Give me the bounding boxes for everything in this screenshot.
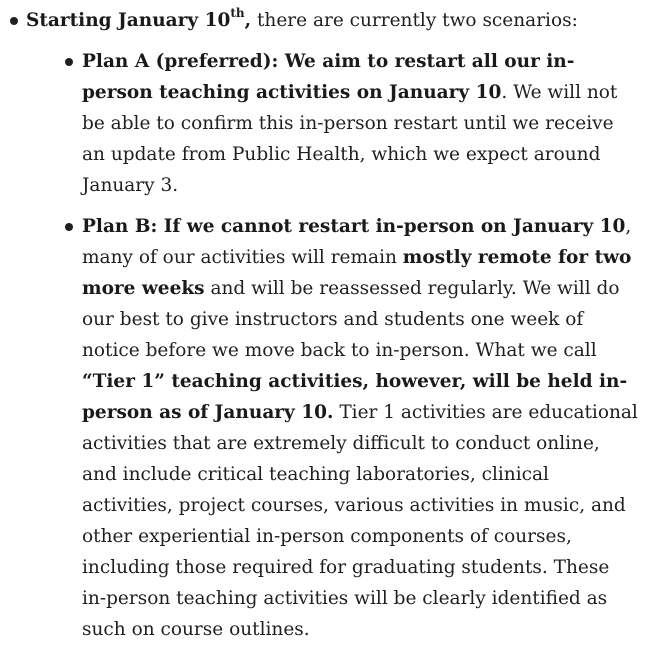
plan-a-text: . We will not be able to confirm this in-person restart until we receive an update from Public Health, which we expect around January 3. (82, 82, 618, 196)
plan-list (26, 46, 657, 645)
scenario-list (0, 6, 657, 655)
plan-a-bold: Plan A (preferred): We aim to restart all our in-person teaching activities on January 10 (82, 51, 575, 103)
plan-b-text-3: Tier 1 activities are educational activities that are extremely difficult to conduct online, and include critical teaching laboratories, clinical activities, project courses, various activities in music, and other experiential in-person components of courses, including those required for graduating students. These in-person teaching activities will be clearly identified as such on course outlines. (82, 402, 638, 640)
lead-superscript: th (230, 6, 245, 20)
plan-b-text-2: and will be reassessed regularly. We will do our best to give instructors and students one week of notice before we move back to in-person. What we call (82, 278, 620, 361)
bullet-icon (65, 223, 73, 231)
plan-b-item (26, 211, 657, 645)
plan-b-bold-2: mostly remote for two more weeks (82, 247, 632, 299)
lead-text: there are currently two scenarios: (251, 10, 578, 31)
lead-bold: Starting January 10 (26, 10, 231, 31)
plan-b-bold-3: “Tier 1” teaching activities, however, will be held in-person as of January 10. (82, 371, 628, 423)
lead-comma: , (244, 10, 252, 31)
plan-b-text-1: , many of our activities will remain (82, 216, 632, 268)
plan-b-bold-1: Plan B: If we cannot restart in-person on January 10 (82, 216, 626, 237)
list-item (0, 6, 657, 645)
bullet-icon (10, 17, 18, 25)
bullet-icon (65, 58, 73, 66)
plan-a-item (26, 46, 657, 201)
